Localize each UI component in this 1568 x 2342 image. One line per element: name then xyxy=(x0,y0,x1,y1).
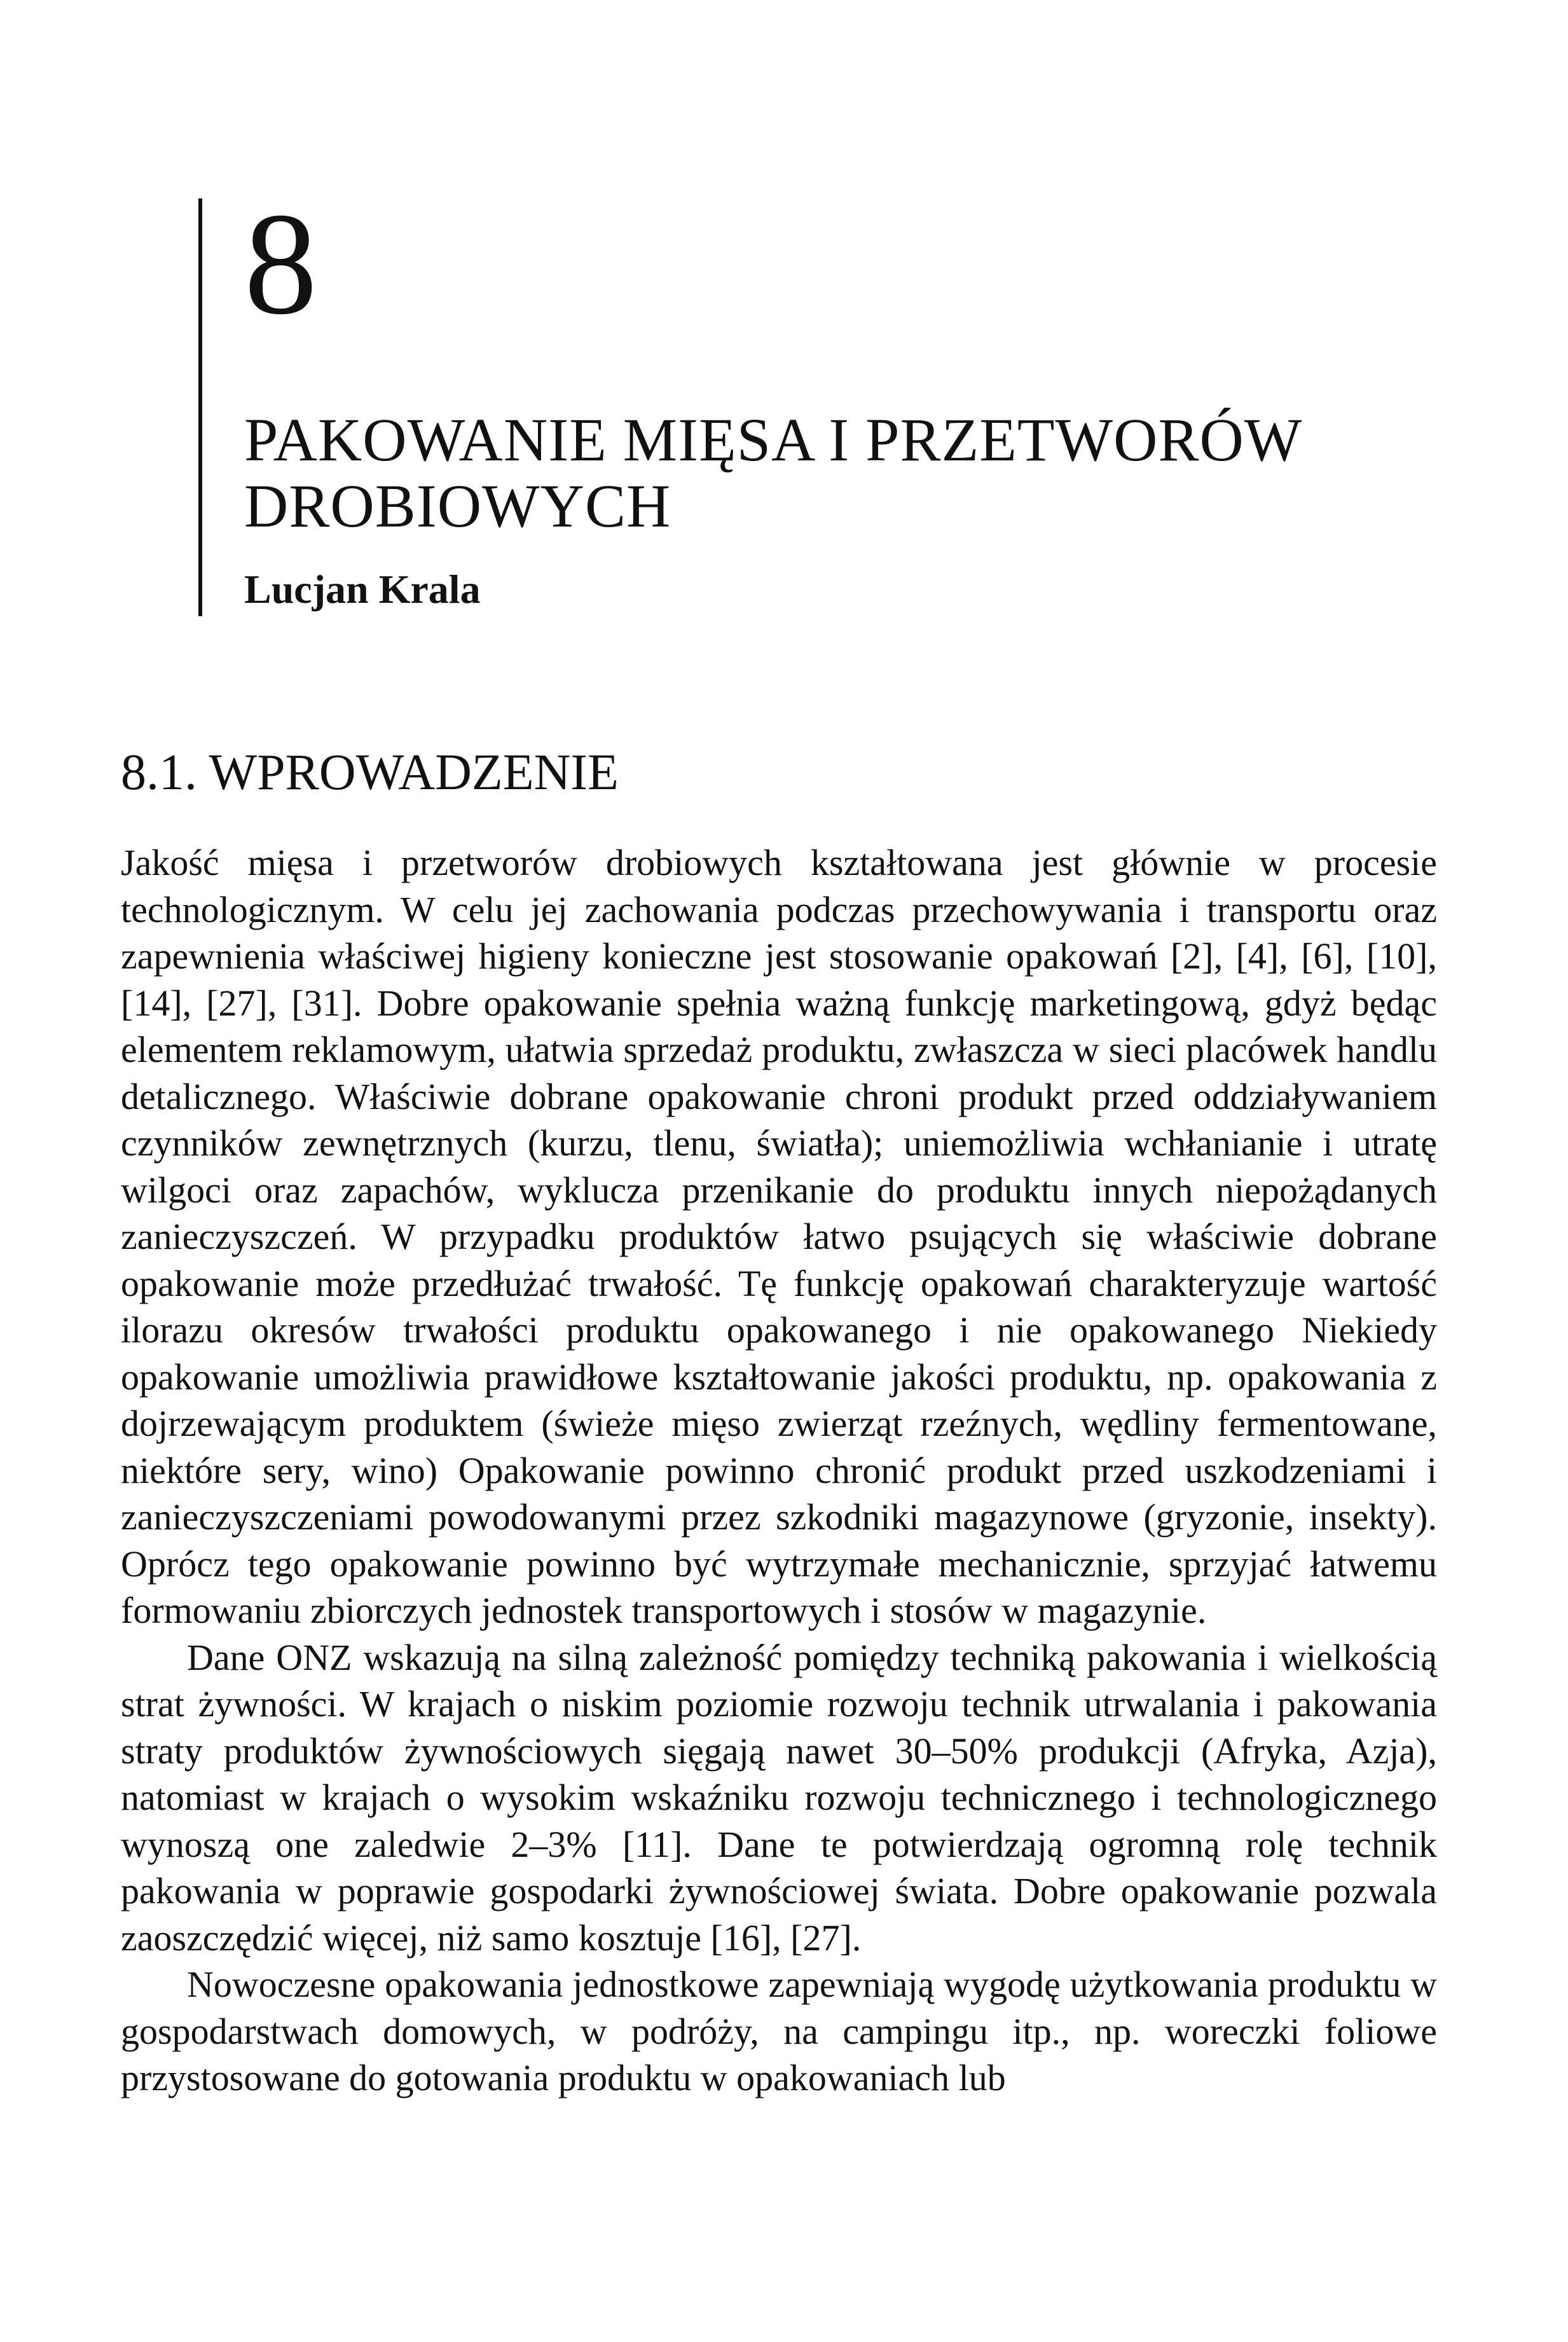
chapter-vertical-rule xyxy=(198,198,202,616)
body-text xyxy=(121,839,1437,2102)
section-heading: 8.1. WPROWADZENIE xyxy=(121,745,619,801)
paragraph-1: Jakość mięsa i przetworów drobiowych kształtowana jest głównie w procesie technologicznym. W celu jej zachowania podczas przechowywania i transportu oraz zapewnienia właściwej higieny konieczne jest stosowanie opakowań [2], [4], [6], [10], [14], [27], [31]. Dobre opakowanie spełnia ważną funkcję marketingową, gdyż będąc elementem reklamowym, ułatwia sprzedaż produktu, zwłaszcza w sieci placówek handlu detalicznego. Właściwie dobrane opakowanie chroni produkt przed oddziaływaniem czynników zewnętrznych (kurzu, tlenu, światła); uniemożliwia wchłanianie i utratę wilgoci oraz zapachów, wyklucza przenikanie do produktu innych niepożądanych zanieczyszczeń. W przypadku produktów łatwo psujących się właściwie dobrane opakowanie może przedłużać trwałość. Tę funkcję opakowań charakteryzuje wartość ilorazu okresów trwałości produktu opakowanego i nie opakowanego Niekiedy opakowanie umożliwia prawidłowe kształtowanie jakości produktu, np. opakowania z dojrzewającym produktem (świeże mięso zwierząt rzeźnych, wędliny fermentowane, niektóre sery, wino) Opakowanie powinno chronić produkt przed uszkodzeniami i zanieczyszczeniami powodowanymi przez szkodniki magazynowe (gryzonie, insekty). Oprócz tego opakowanie powinno być wytrzymałe mechanicznie, sprzyjać łatwemu formowaniu zbiorczych jednostek transportowych i stosów w magazynie. xyxy=(121,842,1437,1631)
paragraph-2: Dane ONZ wskazują na silną zależność pomiędzy techniką pakowania i wielkością strat żywności. W krajach o niskim poziomie rozwoju technik utrwalania i pakowania straty produktów żywnościowych sięgają nawet 30–50% produkcji (Afryka, Azja), natomiast w krajach o wysokim wskaźniku rozwoju technicznego i technologicznego wynoszą one zaledwie 2–3% [11]. Dane te potwierdzają ogromną rolę technik pakowania w poprawie gospodarki żywnościowej świata. Dobre opakowanie pozwala zaoszczędzić więcej, niż samo kosztuje [16], [27]. xyxy=(121,1636,1437,1959)
paragraph-3: Nowoczesne opakowania jednostkowe zapewniają wygodę użytkowania produktu w gospodarstwach domowych, w podróży, na campingu itp., np. woreczki foliowe przystosowane do gotowania produktu w opakowaniach lub xyxy=(121,1964,1437,2098)
chapter-title: PAKOWANIE MIĘSA I PRZETWORÓW DROBIOWYCH xyxy=(244,406,1302,540)
chapter-author: Lucjan Krala xyxy=(244,567,481,612)
chapter-number: 8 xyxy=(244,183,317,345)
